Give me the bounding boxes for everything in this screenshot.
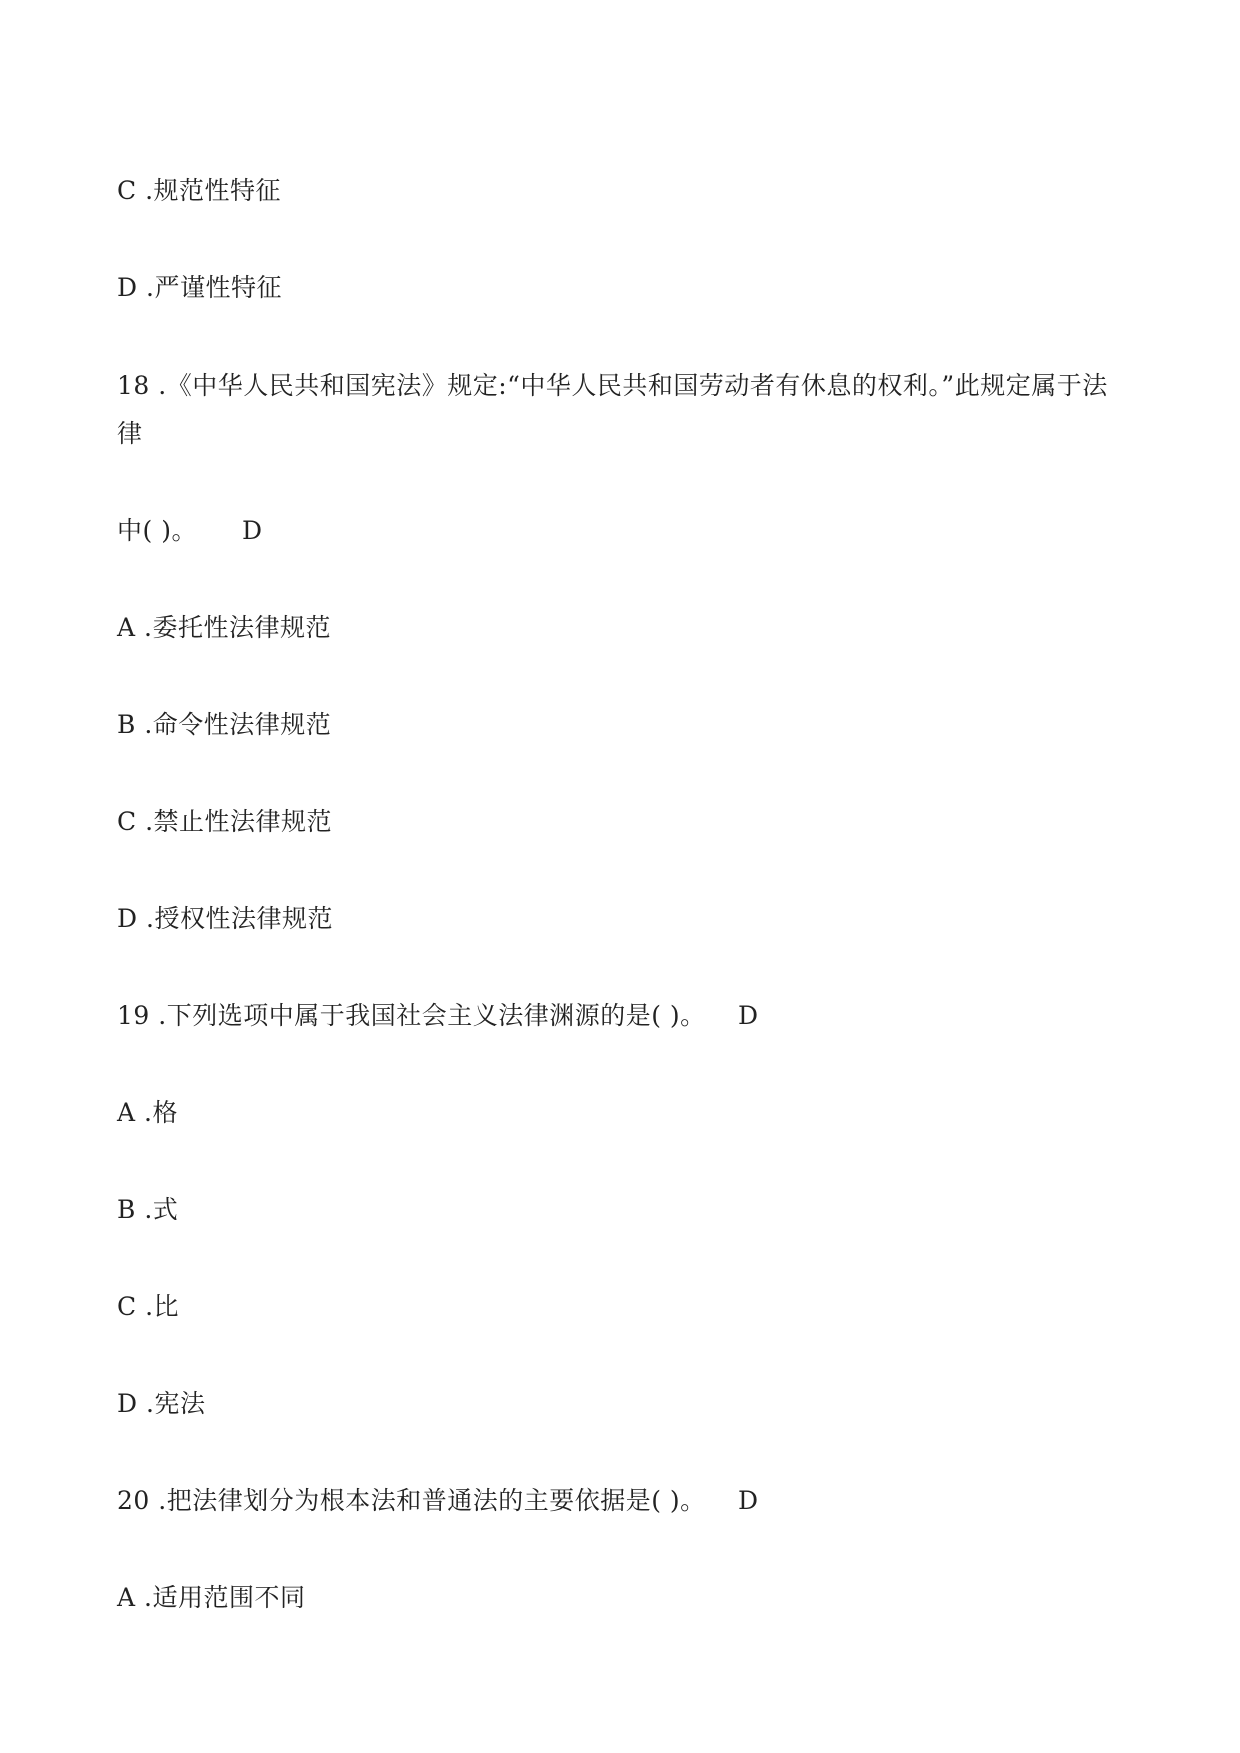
question-18-continued: 律	[117, 419, 143, 448]
option-a-q20: A .适用范围不同	[117, 1583, 306, 1612]
option-c-q17: C .规范性特征	[117, 176, 282, 205]
option-c-q19: C .比	[117, 1292, 180, 1321]
question-20: 20 .把法律划分为根本法和普通法的主要依据是( )。	[117, 1486, 706, 1515]
question-18: 18 .《中华人民共和国宪法》规定:“中华人民共和国劳动者有休息的权利。”此规定属于法	[117, 371, 1108, 400]
question-19: 19 .下列选项中属于我国社会主义法律渊源的是( )。	[117, 1001, 706, 1030]
option-d-q17: D .严谨性特征	[117, 273, 282, 302]
option-a-q19: A .格	[117, 1098, 178, 1127]
answer-q20: D	[738, 1486, 759, 1515]
option-a-q18: A .委托性法律规范	[117, 613, 331, 642]
option-d-q19: D .宪法	[117, 1389, 206, 1418]
answer-q19: D	[738, 1001, 759, 1030]
option-b-q18: B .命令性法律规范	[117, 710, 332, 739]
option-b-q19: B .式	[117, 1195, 179, 1224]
answer-q18: D	[242, 516, 263, 545]
option-c-q18: C .禁止性法律规范	[117, 807, 333, 836]
question-18-ending: 中( )。	[117, 516, 197, 545]
option-d-q18: D .授权性法律规范	[117, 904, 333, 933]
